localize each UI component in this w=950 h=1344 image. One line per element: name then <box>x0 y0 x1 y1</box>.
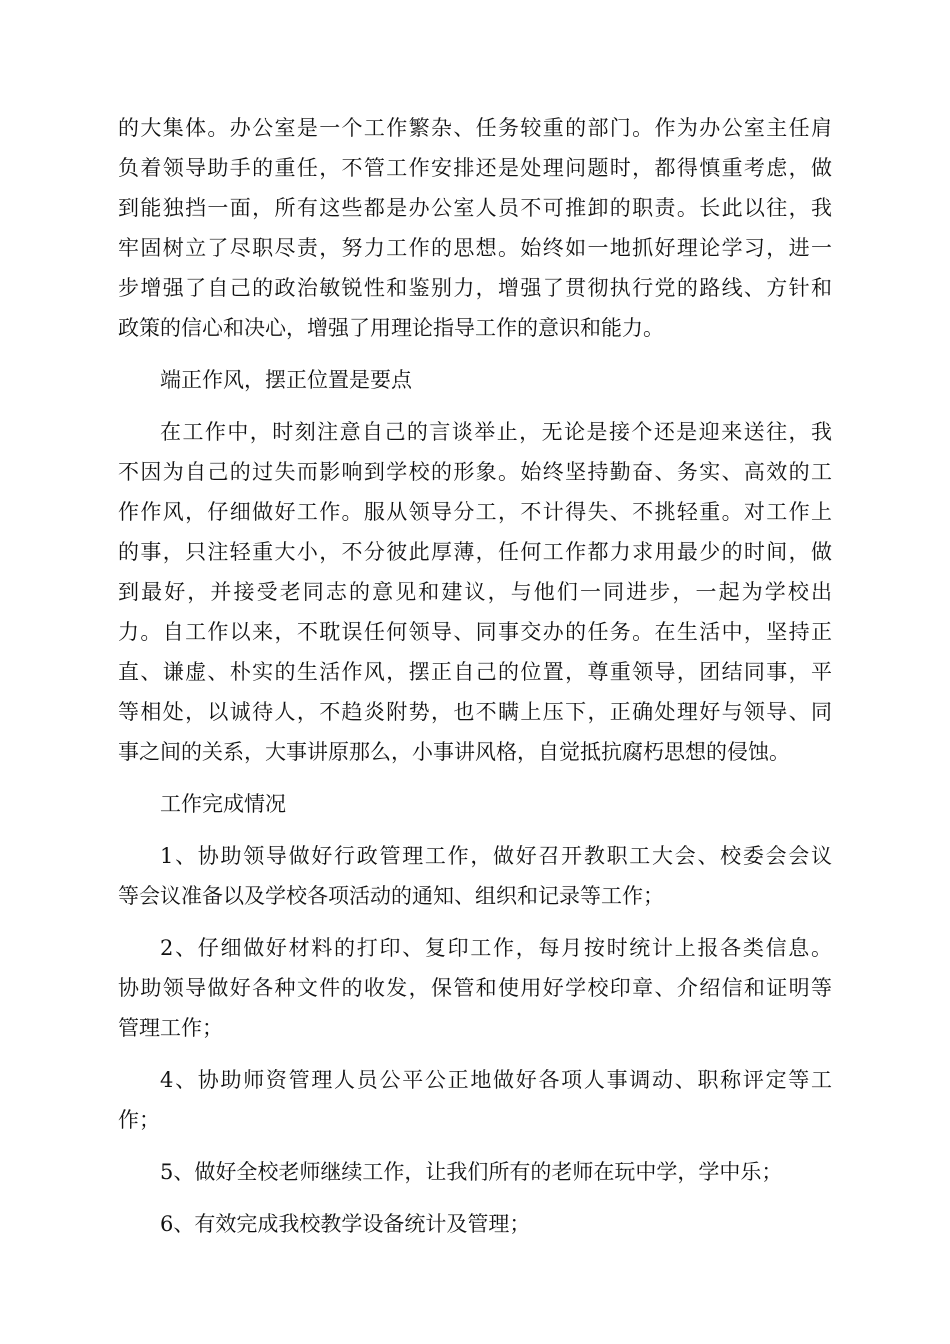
text-line: 2、仔细做好材料的打印、复印工作，每月按时统计上报各类信息。 <box>160 936 832 960</box>
list-item <box>118 1060 832 1140</box>
text-line: 到最好，并接受老同志的意见和建议，与他们一同进步，一起为学校出 <box>118 580 832 604</box>
text-line: 事之间的关系，大事讲原那么，小事讲风格，自觉抵抗腐朽思想的侵蚀。 <box>118 740 790 764</box>
list-item <box>118 1204 832 1244</box>
list-item <box>118 928 832 1048</box>
text-line: 1、协助领导做好行政管理工作，做好召开教职工大会、校委会会议 <box>160 844 832 868</box>
document-page <box>118 108 832 1244</box>
text-line: 6、有效完成我校教学设备统计及管理； <box>160 1212 531 1236</box>
text-line: 管理工作； <box>118 1016 223 1040</box>
text-line: 力。自工作以来，不耽误任何领导、同事交办的任务。在生活中，坚持正 <box>118 620 832 644</box>
text-line: 等相处，以诚待人，不趋炎附势，也不瞒上压下，正确处理好与领导、同 <box>118 700 832 724</box>
text-line: 的大集体。办公室是一个工作繁杂、任务较重的部门。作为办公室主任肩 <box>118 116 832 140</box>
list-item <box>118 836 832 916</box>
text-line: 4、协助师资管理人员公平公正地做好各项人事调动、职称评定等工 <box>160 1068 832 1092</box>
text-line: 等会议准备以及学校各项活动的通知、组织和记录等工作； <box>118 884 664 908</box>
section-heading-work-completion <box>118 784 832 824</box>
heading-text: 工作完成情况 <box>160 792 286 816</box>
list-item <box>118 1152 832 1192</box>
paragraph-work-style <box>118 412 832 772</box>
text-line: 政策的信心和决心，增强了用理论指导工作的意识和能力。 <box>118 316 664 340</box>
text-line: 作； <box>118 1108 160 1132</box>
text-line: 到能独挡一面，所有这些都是办公室人员不可推卸的职责。长此以往，我 <box>118 196 832 220</box>
heading-text: 端正作风，摆正位置是要点 <box>160 368 412 392</box>
text-line: 牢固树立了尽职尽责，努力工作的思想。始终如一地抓好理论学习，进一 <box>118 236 832 260</box>
section-heading-conduct <box>118 360 832 400</box>
text-line: 的事，只注轻重大小，不分彼此厚薄，任何工作都力求用最少的时间，做 <box>118 540 832 564</box>
text-line: 作作风，仔细做好工作。服从领导分工，不计得失、不挑轻重。对工作上 <box>118 500 832 524</box>
text-line: 负着领导助手的重任，不管工作安排还是处理问题时，都得慎重考虑，做 <box>118 156 832 180</box>
text-line: 不因为自己的过失而影响到学校的形象。始终坚持勤奋、务实、高效的工 <box>118 460 832 484</box>
text-line: 直、谦虚、朴实的生活作风，摆正自己的位置，尊重领导，团结同事，平 <box>118 660 832 684</box>
text-line: 在工作中，时刻注意自己的言谈举止，无论是接个还是迎来送往，我 <box>160 420 832 444</box>
paragraph-office-duties <box>118 108 832 348</box>
text-line: 步增强了自己的政治敏锐性和鉴别力，增强了贯彻执行党的路线、方针和 <box>118 276 832 300</box>
text-line: 5、做好全校老师继续工作，让我们所有的老师在玩中学，学中乐； <box>160 1160 783 1184</box>
text-line: 协助领导做好各种文件的收发，保管和使用好学校印章、介绍信和证明等 <box>118 976 832 1000</box>
